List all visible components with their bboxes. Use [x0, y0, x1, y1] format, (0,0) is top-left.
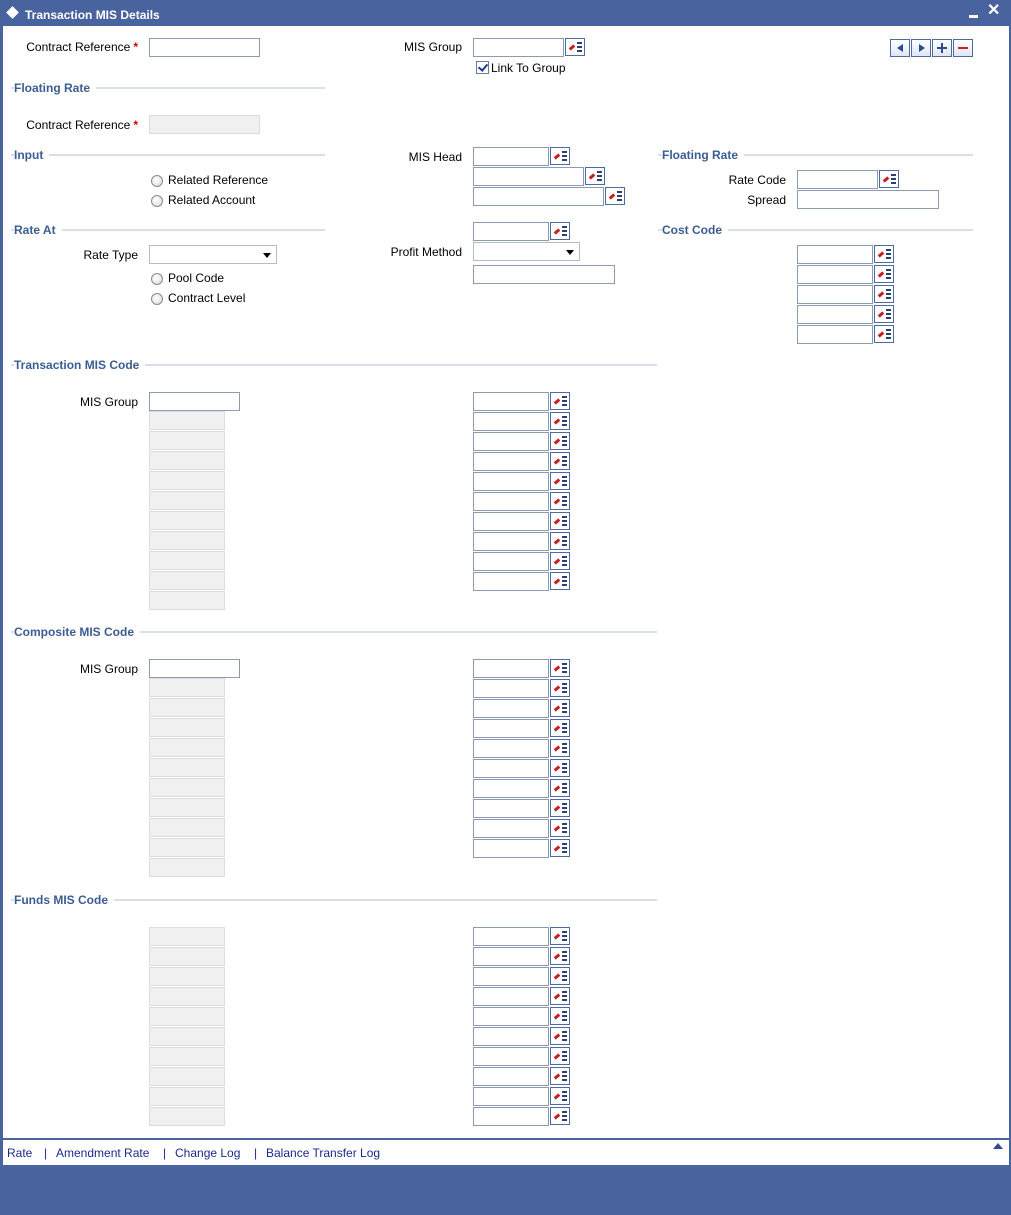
funds-mis-code-input[interactable] [473, 987, 549, 1006]
composite-mis-code-lov-icon[interactable] [550, 719, 570, 737]
footer-separator: | [254, 1146, 258, 1160]
funds-mis-code-lov-icon[interactable] [550, 927, 570, 945]
transaction-mis-code-input[interactable] [473, 432, 549, 451]
transaction-mis-group-label: MIS Group [79, 395, 138, 409]
input-divider [11, 154, 325, 156]
transaction-mis-code-lov-icon[interactable] [550, 552, 570, 570]
contract-level-label: Contract Level [168, 291, 246, 305]
related-account-label: Related Account [168, 193, 256, 207]
cost-code-input[interactable] [797, 265, 873, 284]
transaction-mis-code-lov-icon[interactable] [550, 392, 570, 410]
transaction-mis-code-input[interactable] [473, 572, 549, 591]
transaction-mis-code-input[interactable] [473, 472, 549, 491]
funds-mis-code-input[interactable] [473, 927, 549, 946]
footer-separator: | [163, 1146, 167, 1160]
floating-rate-right-section-title: Floating Rate [662, 148, 744, 162]
composite-mis-code-lov-icon[interactable] [550, 779, 570, 797]
profit-method-input[interactable] [473, 265, 615, 284]
composite-mis-readonly-field [149, 858, 225, 877]
composite-mis-code-lov-icon[interactable] [550, 819, 570, 837]
scroll-up-icon[interactable] [989, 1140, 1007, 1154]
rate-code-input[interactable] [797, 170, 878, 189]
profit-code-lov-icon[interactable] [550, 222, 570, 240]
funds-mis-code-input[interactable] [473, 1007, 549, 1026]
funds-mis-readonly-field [149, 1087, 225, 1106]
transaction-mis-group-input[interactable] [149, 392, 240, 411]
transaction-mis-code-lov-icon[interactable] [550, 412, 570, 430]
transaction-mis-code-lov-icon[interactable] [550, 432, 570, 450]
transaction-mis-code-input[interactable] [473, 392, 549, 411]
contract-reference-input[interactable] [149, 38, 260, 57]
funds-mis-readonly-field [149, 1107, 225, 1126]
transaction-mis-readonly-field [149, 451, 225, 470]
rate-code-label: Rate Code [728, 173, 786, 187]
funds-mis-code-lov-icon[interactable] [550, 947, 570, 965]
mis-head-lov-icon-3[interactable] [605, 187, 625, 205]
balance-transfer-log-link[interactable]: Balance Transfer Log [266, 1146, 381, 1160]
funds-mis-code-input[interactable] [473, 947, 549, 966]
rate-at-section-title: Rate At [14, 223, 62, 237]
cost-code-section-title: Cost Code [662, 223, 728, 237]
cost-code-lov-icon[interactable] [874, 305, 894, 323]
transaction-mis-code-input[interactable] [473, 552, 549, 571]
window-titlebar [0, 0, 1011, 26]
related-reference-radio[interactable] [151, 175, 163, 187]
cost-code-lov-icon[interactable] [874, 285, 894, 303]
pool-code-label: Pool Code [168, 271, 225, 285]
spread-label: Spread [747, 193, 786, 207]
window-title: Transaction MIS Details [25, 8, 160, 22]
funds-mis-code-input[interactable] [473, 1087, 549, 1106]
transaction-mis-code-input[interactable] [473, 412, 549, 431]
composite-mis-readonly-field [149, 798, 225, 817]
mis-head-input-2[interactable] [473, 167, 584, 186]
floating-contract-reference-label: Contract Reference * [26, 118, 138, 132]
floating-contract-reference-input [149, 115, 260, 134]
rate-code-lov-icon[interactable] [879, 170, 899, 188]
composite-mis-code-input[interactable] [473, 679, 549, 698]
composite-mis-readonly-field [149, 778, 225, 797]
transaction-mis-readonly-field [149, 511, 225, 530]
input-section-title: Input [14, 148, 49, 162]
mis-group-label: MIS Group [403, 40, 462, 54]
cost-code-input[interactable] [797, 305, 873, 324]
mis-group-lov-icon[interactable] [565, 38, 585, 56]
funds-mis-code-input[interactable] [473, 1027, 549, 1046]
cost-code-input[interactable] [797, 325, 873, 344]
required-marker: * [133, 40, 138, 54]
cost-code-input[interactable] [797, 245, 873, 264]
composite-mis-readonly-field [149, 758, 225, 777]
funds-mis-code-input[interactable] [473, 967, 549, 986]
transaction-mis-readonly-field [149, 591, 225, 610]
floating-rate-section-title: Floating Rate [14, 81, 96, 95]
composite-mis-code-input[interactable] [473, 759, 549, 778]
close-icon[interactable]: ✕ [987, 2, 1001, 19]
composite-mis-code-lov-icon[interactable] [550, 699, 570, 717]
cost-code-lov-icon[interactable] [874, 265, 894, 283]
transaction-mis-code-lov-icon[interactable] [550, 452, 570, 470]
composite-mis-code-lov-icon[interactable] [550, 839, 570, 857]
funds-mis-code-lov-icon[interactable] [550, 1027, 570, 1045]
transaction-mis-readonly-field [149, 491, 225, 510]
delete-row-button[interactable] [953, 39, 973, 57]
rate-link[interactable]: Rate [7, 1146, 33, 1160]
composite-mis-readonly-field [149, 838, 225, 857]
contract-reference-label: Contract Reference * [26, 40, 138, 54]
transaction-mis-code-input[interactable] [473, 532, 549, 551]
funds-mis-readonly-field [149, 927, 225, 946]
contract-level-radio[interactable] [151, 293, 163, 305]
pool-code-radio[interactable] [151, 273, 163, 285]
cost-code-lov-icon[interactable] [874, 245, 894, 263]
funds-mis-section-title: Funds MIS Code [14, 893, 114, 907]
transaction-mis-readonly-field [149, 431, 225, 450]
funds-mis-code-lov-icon[interactable] [550, 1107, 570, 1125]
composite-mis-code-lov-icon[interactable] [550, 739, 570, 757]
funds-mis-code-lov-icon[interactable] [550, 1087, 570, 1105]
mis-head-input-1[interactable] [473, 147, 549, 166]
composite-mis-readonly-field [149, 678, 225, 697]
transaction-mis-code-lov-icon[interactable] [550, 532, 570, 550]
spread-input[interactable] [797, 190, 939, 209]
minimize-icon[interactable] [968, 6, 980, 20]
composite-mis-code-input[interactable] [473, 739, 549, 758]
composite-mis-code-lov-icon[interactable] [550, 799, 570, 817]
mis-head-input-3[interactable] [473, 187, 604, 206]
transaction-mis-section-title: Transaction MIS Code [14, 358, 145, 372]
composite-mis-group-input[interactable] [149, 659, 240, 678]
composite-mis-code-lov-icon[interactable] [550, 759, 570, 777]
funds-mis-code-lov-icon[interactable] [550, 1047, 570, 1065]
funds-mis-code-lov-icon[interactable] [550, 1067, 570, 1085]
rate-type-label: Rate Type [83, 248, 138, 262]
amendment-rate-link[interactable]: Amendment Rate [56, 1146, 150, 1160]
mis-head-lov-icon-2[interactable] [585, 167, 605, 185]
transaction-mis-readonly-field [149, 551, 225, 570]
profit-code-input[interactable] [473, 222, 549, 241]
required-marker: * [133, 118, 138, 132]
link-to-group-checkbox[interactable] [476, 61, 489, 74]
transaction-mis-readonly-field [149, 471, 225, 490]
rate-type-select[interactable] [149, 245, 277, 264]
composite-mis-readonly-field [149, 698, 225, 717]
transaction-mis-code-input[interactable] [473, 512, 549, 531]
funds-mis-readonly-field [149, 1047, 225, 1066]
footer-separator: | [44, 1146, 48, 1160]
composite-mis-section-title: Composite MIS Code [14, 625, 140, 639]
composite-mis-readonly-field [149, 818, 225, 837]
next-record-button[interactable] [911, 39, 931, 57]
profit-method-label: Profit Method [390, 245, 462, 259]
transaction-mis-readonly-field [149, 571, 225, 590]
composite-mis-code-input[interactable] [473, 719, 549, 738]
composite-mis-readonly-field [149, 718, 225, 737]
composite-mis-code-input[interactable] [473, 819, 549, 838]
cost-code-input[interactable] [797, 285, 873, 304]
mis-group-input[interactable] [473, 38, 564, 57]
composite-mis-code-lov-icon[interactable] [550, 679, 570, 697]
transaction-mis-readonly-field [149, 531, 225, 550]
funds-mis-code-input[interactable] [473, 1067, 549, 1086]
add-row-button[interactable] [932, 39, 952, 57]
composite-mis-code-input[interactable] [473, 699, 549, 718]
composite-mis-group-label: MIS Group [79, 662, 138, 676]
link-to-group-label: Link To Group [491, 61, 566, 75]
footer-link-bar [3, 1140, 1009, 1165]
funds-mis-readonly-field [149, 947, 225, 966]
change-log-link[interactable]: Change Log [175, 1146, 241, 1160]
related-reference-label: Related Reference [168, 173, 269, 187]
cost-code-lov-icon[interactable] [874, 325, 894, 343]
funds-mis-readonly-field [149, 1067, 225, 1086]
composite-mis-code-input[interactable] [473, 659, 549, 678]
composite-mis-code-input[interactable] [473, 779, 549, 798]
funds-mis-readonly-field [149, 967, 225, 986]
profit-method-select[interactable] [473, 242, 580, 261]
composite-mis-code-lov-icon[interactable] [550, 659, 570, 677]
transaction-mis-code-lov-icon[interactable] [550, 572, 570, 590]
composite-mis-code-input[interactable] [473, 799, 549, 818]
funds-mis-readonly-field [149, 1007, 225, 1026]
composite-mis-code-input[interactable] [473, 839, 549, 858]
transaction-mis-readonly-field [149, 411, 225, 430]
funds-mis-code-input[interactable] [473, 1047, 549, 1066]
transaction-mis-code-lov-icon[interactable] [550, 472, 570, 490]
composite-mis-readonly-field [149, 738, 225, 757]
funds-mis-code-lov-icon[interactable] [550, 1007, 570, 1025]
previous-record-button[interactable] [890, 39, 910, 57]
mis-head-lov-icon-1[interactable] [550, 147, 570, 165]
transaction-mis-code-input[interactable] [473, 492, 549, 511]
funds-mis-code-input[interactable] [473, 1107, 549, 1126]
related-account-radio[interactable] [151, 195, 163, 207]
main-form [3, 26, 1009, 1138]
funds-mis-code-lov-icon[interactable] [550, 967, 570, 985]
transaction-mis-code-input[interactable] [473, 452, 549, 471]
funds-mis-readonly-field [149, 1027, 225, 1046]
transaction-mis-code-lov-icon[interactable] [550, 512, 570, 530]
funds-mis-code-lov-icon[interactable] [550, 987, 570, 1005]
window-diamond-icon [6, 6, 19, 19]
mis-head-label: MIS Head [408, 150, 462, 164]
transaction-mis-code-lov-icon[interactable] [550, 492, 570, 510]
funds-mis-readonly-field [149, 987, 225, 1006]
